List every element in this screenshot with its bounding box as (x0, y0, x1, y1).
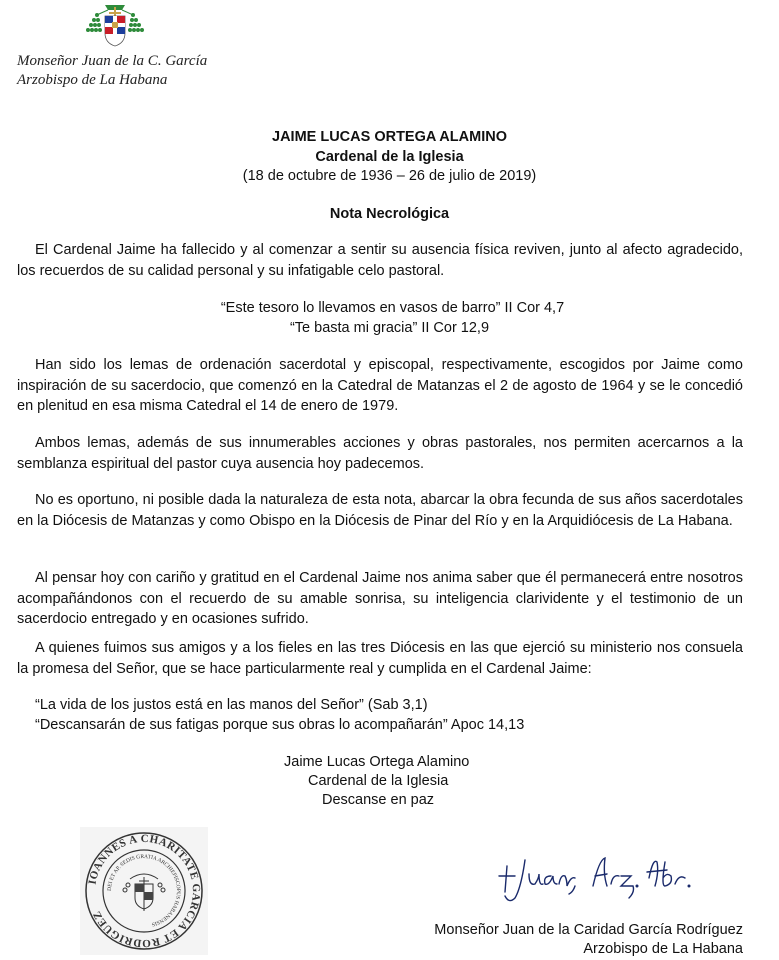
paragraph-promise: A quienes fuimos sus amigos y a los fieles en las tres Diócesis en las que ejerció su ministerio nos consuela la promesa del Señor, que se hace particularmente real y cumplida en el Cardenal Jaime: (17, 640, 743, 677)
motto-quote-2: “Te basta mi gracia” II Cor 12,9 (289, 320, 490, 336)
closing-role: Cardenal de la Iglesia (308, 773, 449, 789)
archbishop-seal-icon (80, 827, 208, 955)
signatory-title: Arzobispo de La Habana (583, 941, 743, 957)
handwritten-signature (495, 848, 695, 908)
paragraph-mottos: Han sido los lemas de ordenación sacerdotal y episcopal, respectivamente, escogidos por Jaime como inspiración de su sacerdocio, que comenzó en la Catedral de Matanzas el 2 de agosto de 1964 y se le concedió en plenitud en esa misma Catedral el 14 de enero de 1979. (17, 357, 743, 414)
paragraph-spiritual: Ambos lemas, además de sus innumerables acciones y obras pastorales, nos permiten acercarnos a la semblanza espiritual del pastor cuya ausencia hoy padecemos. (17, 435, 743, 472)
document-heading: Nota Necrológica (329, 206, 450, 222)
deceased-name: JAIME LUCAS ORTEGA ALAMINO (272, 129, 507, 145)
paragraph-intro: El Cardenal Jaime ha fallecido y al comenzar a sentir su ausencia física reviven, junto al afecto agradecido, los recuerdos de su calidad personal y su infatigable celo pastoral. (17, 242, 743, 279)
signatory-name: Monseñor Juan de la Caridad García Rodríguez (434, 922, 743, 938)
closing-rip: Descanse en paz (322, 792, 435, 808)
deceased-dates: (18 de octubre de 1936 – 26 de julio de 2019) (242, 168, 537, 184)
issuer-name: Monseñor Juan de la C. García (17, 53, 208, 69)
scripture-citation-2: “Descansarán de sus fatigas porque sus obras lo acompañarán” Apoc 14,13 (35, 717, 525, 733)
svg-text:DEI ET AP. SEDIS GRATIA ARCHIE: DEI ET AP. SEDIS GRATIA ARCHIEPISCOPUS HABANENSIS (106, 853, 182, 928)
scripture-citation-1: “La vida de los justos está en las manos del Señor” (Sab 3,1) (35, 697, 428, 713)
paragraph-work: No es oportuno, ni posible dada la naturaleza de esta nota, abarcar la obra fecunda de sus años sacerdotales en la Diócesis de Matanzas y como Obispo en la Diócesis de Pinar del Río y en la Arquidiócesis de La Habana. (17, 492, 743, 529)
deceased-role: Cardenal de la Iglesia (315, 149, 464, 165)
closing-name: Jaime Lucas Ortega Alamino (284, 754, 470, 770)
svg-text:IOANNES A CHARITATE GARCIA ET: IOANNES A CHARITATE GARCIA ET RODRIGUEZ (86, 832, 203, 950)
issuer-title: Arzobispo de La Habana (17, 72, 168, 88)
motto-quote-1: “Este tesoro lo llevamos en vasos de barro” II Cor 4,7 (220, 300, 565, 316)
issuer-block (17, 52, 207, 90)
coat-of-arms-icon (83, 3, 147, 49)
paragraph-memory: Al pensar hoy con cariño y gratitud en el Cardenal Jaime nos anima saber que él permanecerá entre nosotros acompañándonos con el recuerdo de su amable sonrisa, su inteligencia clarividente y el testimonio de un sacerdocio entregado y en ocasiones sufrido. (17, 570, 743, 627)
